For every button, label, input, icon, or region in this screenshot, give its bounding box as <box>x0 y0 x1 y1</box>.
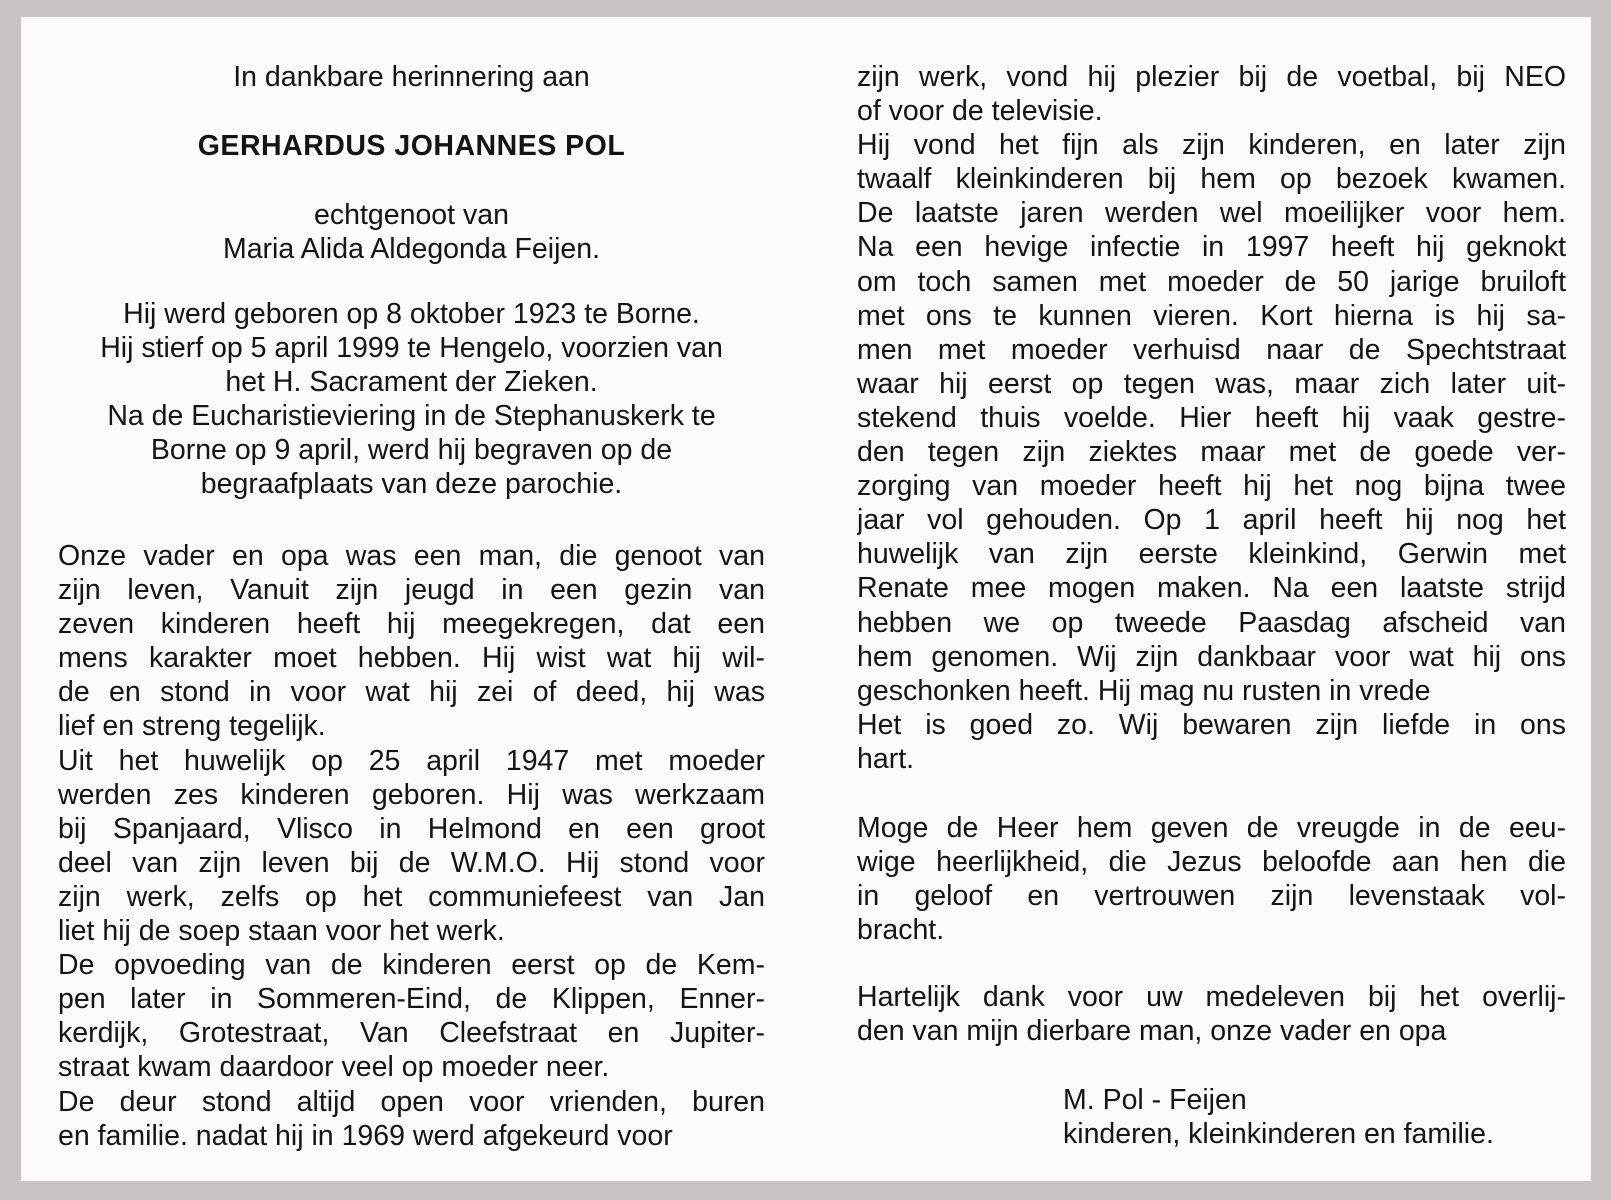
text-line: den tegen zijn ziektes maar met de goede ver- <box>857 436 1566 469</box>
text-line: straat kwam daardoor veel op moeder neer. <box>58 1051 610 1084</box>
text-line: bij Spanjaard, Vlisco in Helmond en een groot <box>58 812 765 845</box>
signature-family: kinderen, kleinkinderen en familie. <box>1063 1118 1494 1151</box>
text-line: De laatste jaren werden wel moeilijker voor hem. <box>857 197 1566 230</box>
deceased-name: GERHARDUS JOHANNES POL <box>197 130 626 163</box>
text-line: mens karakter moet hebben. Hij wist wat hij wil- <box>58 642 765 675</box>
text-line: zijn leven, Vanuit zijn jeugd in een gezin van <box>58 574 765 607</box>
text-line: huwelijk van zijn eerste kleinkind, Gerwin met <box>857 538 1566 571</box>
thanks-text <box>857 980 1566 1048</box>
text-line: Na de Eucharistieviering in de Stephanuskerk te <box>107 400 716 433</box>
text-line: Moge de Heer hem geven de vreugde in de eeu- <box>857 812 1566 844</box>
text-line: zorging van moeder heeft hij het nog bijna twee <box>857 470 1566 503</box>
text-line: waar hij eerst op tegen was, maar zich later uit- <box>857 367 1566 400</box>
header-block <box>58 60 765 266</box>
text-line: in geloof en vertrouwen zijn levenstaak vol- <box>857 880 1566 913</box>
text-line: de en stond in voor wat hij zei of deed, hij was <box>58 676 765 709</box>
text-line: Hartelijk dank voor uw medeleven bij het overlij- <box>857 981 1566 1013</box>
text-line: Onze vader en opa was een man, die genoot van <box>58 540 765 572</box>
text-line: Het is goed zo. Wij bewaren zijn liefde in ons <box>857 708 1566 741</box>
text-line: hem genomen. Wij zijn dankbaar voor wat hij ons <box>857 640 1566 673</box>
text-line: wige heerlijkheid, die Jezus beloofde aan hen die <box>857 846 1566 879</box>
text-line: jaar vol gehouden. Op 1 april heeft hij nog het <box>857 504 1566 537</box>
text-line: twaalf kleinkinderen bij hem op bezoek kwamen. <box>857 163 1566 196</box>
text-line: den van mijn dierbare man, onze vader en opa <box>857 1015 1447 1048</box>
text-line: bracht. <box>857 914 945 947</box>
text-line: Na een hevige infectie in 1997 heeft hij geknokt <box>857 231 1566 264</box>
signature-block <box>1063 1083 1494 1151</box>
text-line: men met moeder verhuisd naar de Spechtstraat <box>857 333 1566 366</box>
signature-name: M. Pol - Feijen <box>1063 1084 1247 1116</box>
text-line: hebben we op tweede Paasdag afscheid van <box>857 606 1566 639</box>
text-line: geschonken heeft. Hij mag nu rusten in vrede <box>857 674 1431 707</box>
prayer-text <box>857 811 1566 947</box>
text-line: De opvoeding van de kinderen eerst op de Kem- <box>58 949 765 982</box>
text-line: liet hij de soep staan voor het werk. <box>58 915 505 948</box>
text-line: en familie. nadat hij in 1969 werd afgekeurd voor <box>58 1119 673 1152</box>
text-line: Borne op 9 april, werd hij begraven op de <box>150 434 673 467</box>
intro-text: In dankbare herinnering aan <box>233 61 590 93</box>
text-line: deel van zijn leven bij de W.M.O. Hij stond voor <box>58 846 765 879</box>
text-line: zeven kinderen heeft hij meegekregen, dat een <box>58 608 765 641</box>
spouse-label: echtgenoot van <box>314 199 509 232</box>
text-line: Hij werd geboren op 8 oktober 1923 te Borne. <box>123 298 700 330</box>
text-line: begraafplaats van deze parochie. <box>200 468 623 501</box>
text-line: Hij vond het fijn als zijn kinderen, en later zijn <box>857 129 1566 162</box>
text-line: of voor de televisie. <box>857 95 1103 128</box>
text-line: met ons te kunnen vieren. Kort hierna is hij sa- <box>857 299 1566 332</box>
text-line: pen later in Sommeren-Eind, de Klippen, Enner- <box>58 983 765 1016</box>
text-line: zijn werk, zelfs op het communiefeest van Jan <box>58 880 765 913</box>
text-line: stekend thuis voelde. Hier heeft hij vaak gestre- <box>857 401 1566 434</box>
text-line: zijn werk, vond hij plezier bij de voetbal, bij NEO <box>857 61 1566 93</box>
text-line: het H. Sacrament der Zieken. <box>225 366 598 399</box>
text-line: De deur stond altijd open voor vrienden, buren <box>58 1085 765 1118</box>
text-line: werden zes kinderen geboren. Hij was werkzaam <box>58 778 765 811</box>
text-line: hart. <box>857 742 915 775</box>
right-body-text <box>857 60 1566 776</box>
text-line: Hij stierf op 5 april 1999 te Hengelo, voorzien van <box>100 332 723 365</box>
text-line: lief en streng tegelijk. <box>58 710 326 743</box>
left-body-text <box>58 539 765 1153</box>
facts-block <box>58 297 765 502</box>
text-line: kerdijk, Grotestraat, Van Cleefstraat en Jupiter- <box>58 1017 765 1050</box>
text-line: om toch samen met moeder de 50 jarige bruiloft <box>857 265 1566 298</box>
text-line: Uit het huwelijk op 25 april 1947 met moeder <box>58 744 765 777</box>
text-line: Renate mee mogen maken. Na een laatste strijd <box>857 572 1566 605</box>
spouse-name: Maria Alida Aldegonda Feijen. <box>222 233 601 266</box>
